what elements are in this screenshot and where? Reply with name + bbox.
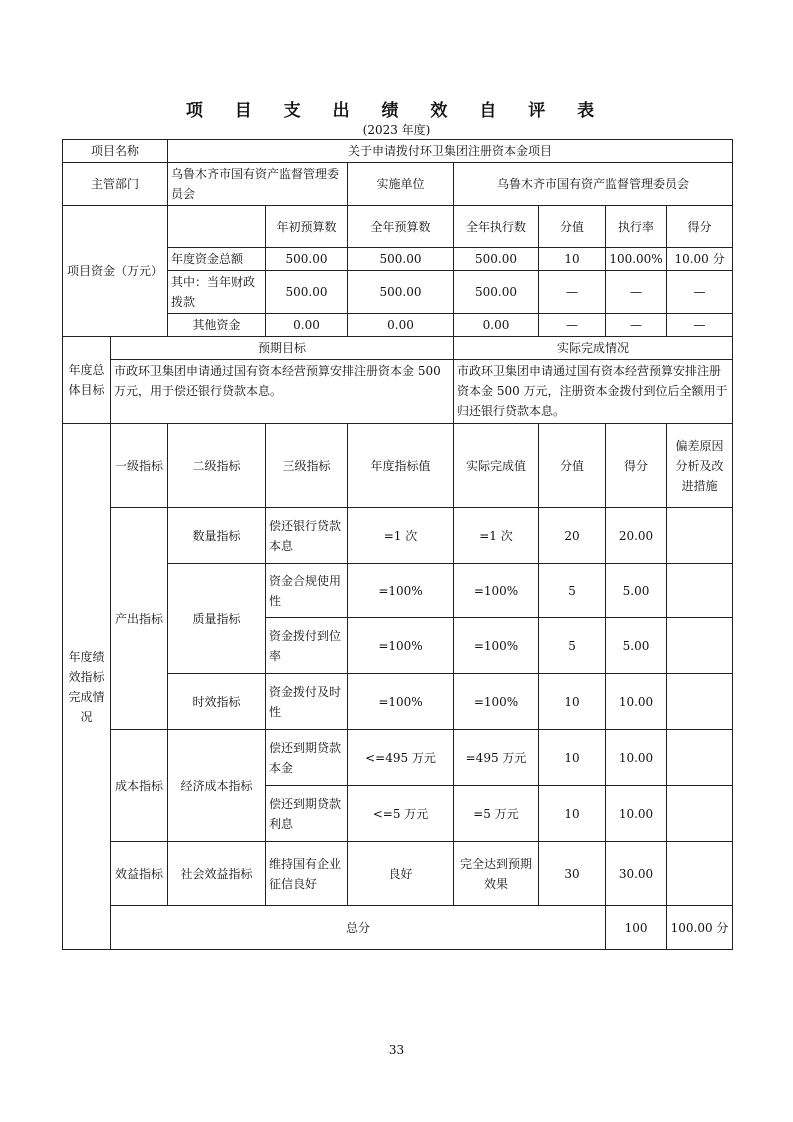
deviation-note <box>667 730 733 786</box>
score-value: 5 <box>539 618 606 674</box>
funds-header: 全年执行数 <box>454 206 539 248</box>
funds-header-row <box>63 206 733 248</box>
project-name-label: 项目名称 <box>63 140 168 163</box>
level3-indicator: 偿还银行贷款本息 <box>266 508 348 564</box>
got-value: 20.00 <box>606 508 667 564</box>
level3-indicator: 资金拨付及时性 <box>266 674 348 730</box>
level2-indicator: 数量指标 <box>168 508 266 564</box>
funds-corner <box>168 206 266 248</box>
funds-label: 项目资金（万元） <box>63 206 168 337</box>
funds-cell: 0.00 <box>348 314 454 337</box>
funds-cell: 100.00% <box>606 248 667 271</box>
funds-cell: 500.00 <box>348 271 454 314</box>
goals-text-row <box>63 360 733 424</box>
evaluation-table <box>62 139 733 950</box>
funds-cell: — <box>606 314 667 337</box>
target-value: =100% <box>348 618 454 674</box>
score-value: 5 <box>539 564 606 618</box>
actual-value: =100% <box>454 564 539 618</box>
level1-indicator: 成本指标 <box>111 730 168 842</box>
actual-value: =495 万元 <box>454 730 539 786</box>
funds-header: 分值 <box>539 206 606 248</box>
deviation-note <box>667 674 733 730</box>
level3-indicator: 偿还到期贷款利息 <box>266 786 348 842</box>
indicator-header-row <box>63 424 733 508</box>
deviation-note <box>667 564 733 618</box>
target-value: =1 次 <box>348 508 454 564</box>
indicator-row <box>63 842 733 906</box>
funds-cell: — <box>667 314 733 337</box>
level1-indicator: 效益指标 <box>111 842 168 906</box>
funds-cell: — <box>539 314 606 337</box>
target-value: =100% <box>348 564 454 618</box>
dept-label: 主管部门 <box>63 163 168 206</box>
indicator-row <box>63 730 733 786</box>
funds-header: 执行率 <box>606 206 667 248</box>
target-value: 良好 <box>348 842 454 906</box>
score-value: 20 <box>539 508 606 564</box>
got-value: 5.00 <box>606 618 667 674</box>
funds-cell: 0.00 <box>266 314 348 337</box>
deviation-note <box>667 618 733 674</box>
funds-cell: 10.00 分 <box>667 248 733 271</box>
document-year: (2023 年度) <box>362 123 431 137</box>
target-value: <=495 万元 <box>348 730 454 786</box>
expected-goal-label: 预期目标 <box>111 337 454 360</box>
page-number: 33 <box>388 1043 405 1057</box>
funds-cell: — <box>606 271 667 314</box>
expected-goal-text: 市政环卫集团申请通过国有资本经营预算安排注册资本金 500 万元，用于偿还银行贷款本息。 <box>111 360 454 424</box>
goals-header-row <box>63 337 733 360</box>
got-value: 10.00 <box>606 786 667 842</box>
total-got: 100.00 分 <box>667 906 733 950</box>
indicator-header: 分值 <box>539 424 606 508</box>
goals-label: 年度总体目标 <box>63 337 111 424</box>
level2-indicator: 经济成本指标 <box>168 730 266 842</box>
funds-row-label: 其他资金 <box>168 314 266 337</box>
total-score: 100 <box>606 906 667 950</box>
indicator-header: 三级指标 <box>266 424 348 508</box>
funds-row-label: 年度资金总额 <box>168 248 266 271</box>
indicator-header: 得分 <box>606 424 667 508</box>
funds-row-label: 其中：当年财政拨款 <box>168 271 266 314</box>
actual-value: =100% <box>454 618 539 674</box>
score-value: 10 <box>539 730 606 786</box>
actual-value: =5 万元 <box>454 786 539 842</box>
funds-cell: 10 <box>539 248 606 271</box>
level1-indicator: 产出指标 <box>111 508 168 730</box>
deviation-note <box>667 842 733 906</box>
impl-value: 乌鲁木齐市国有资产监督管理委员会 <box>454 163 733 206</box>
level2-indicator: 质量指标 <box>168 564 266 674</box>
document-title: 项 目 支 出 绩 效 自 评 表 <box>185 101 608 121</box>
got-value: 10.00 <box>606 730 667 786</box>
actual-value: =100% <box>454 674 539 730</box>
level3-indicator: 偿还到期贷款本金 <box>266 730 348 786</box>
actual-value: =1 次 <box>454 508 539 564</box>
score-value: 10 <box>539 674 606 730</box>
impl-label: 实施单位 <box>348 163 454 206</box>
score-value: 30 <box>539 842 606 906</box>
funds-cell: 500.00 <box>266 271 348 314</box>
actual-goal-text: 市政环卫集团申请通过国有资本经营预算安排注册资本金 500 万元，注册资本金拨付到位后全额用于归还银行贷款本息。 <box>454 360 733 424</box>
funds-cell: 500.00 <box>266 248 348 271</box>
funds-cell: — <box>667 271 733 314</box>
level2-indicator: 时效指标 <box>168 674 266 730</box>
funds-cell: 500.00 <box>454 271 539 314</box>
indicator-header: 实际完成值 <box>454 424 539 508</box>
actual-value: 完全达到预期效果 <box>454 842 539 906</box>
funds-header: 年初预算数 <box>266 206 348 248</box>
indicators-section-label: 年度绩效指标完成情况 <box>63 424 111 950</box>
got-value: 10.00 <box>606 674 667 730</box>
funds-cell: — <box>539 271 606 314</box>
level3-indicator: 资金合规使用性 <box>266 564 348 618</box>
funds-cell: 500.00 <box>348 248 454 271</box>
total-row <box>63 906 733 950</box>
indicator-row <box>63 508 733 564</box>
funds-header: 得分 <box>667 206 733 248</box>
project-name-value: 关于申请拨付环卫集团注册资本金项目 <box>168 140 733 163</box>
score-value: 10 <box>539 786 606 842</box>
department-row <box>63 163 733 206</box>
deviation-note <box>667 786 733 842</box>
funds-cell: 0.00 <box>454 314 539 337</box>
target-value: =100% <box>348 674 454 730</box>
level3-indicator: 资金拨付到位率 <box>266 618 348 674</box>
funds-cell: 500.00 <box>454 248 539 271</box>
actual-goal-label: 实际完成情况 <box>454 337 733 360</box>
level3-indicator: 维持国有企业征信良好 <box>266 842 348 906</box>
indicator-header: 年度指标值 <box>348 424 454 508</box>
dept-value: 乌鲁木齐市国有资产监督管理委员会 <box>168 163 348 206</box>
level2-indicator: 社会效益指标 <box>168 842 266 906</box>
indicator-header: 一级指标 <box>111 424 168 508</box>
indicator-header: 二级指标 <box>168 424 266 508</box>
funds-header: 全年预算数 <box>348 206 454 248</box>
indicator-header: 偏差原因分析及改进措施 <box>667 424 733 508</box>
got-value: 5.00 <box>606 564 667 618</box>
total-label: 总分 <box>111 906 606 950</box>
project-name-row <box>63 140 733 163</box>
got-value: 30.00 <box>606 842 667 906</box>
target-value: <=5 万元 <box>348 786 454 842</box>
deviation-note <box>667 508 733 564</box>
